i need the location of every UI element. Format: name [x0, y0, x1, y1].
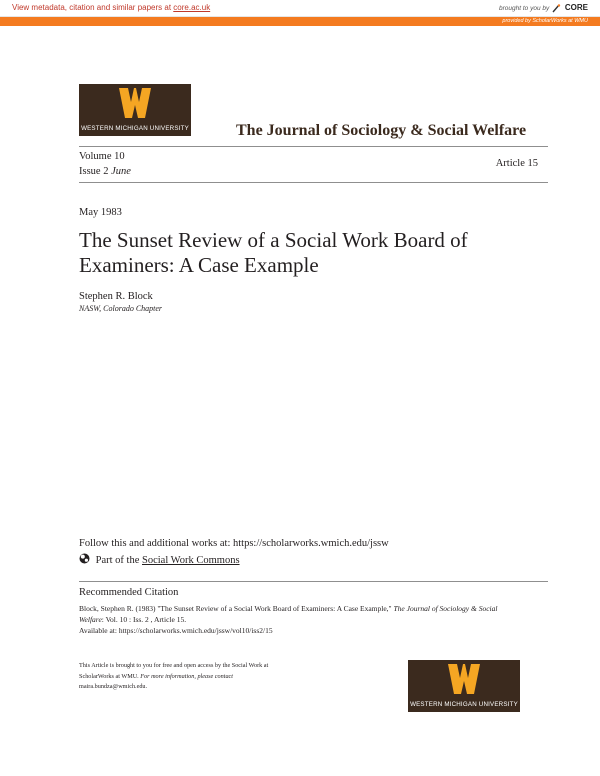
access-note — [79, 661, 319, 693]
access-note-contact: For more information, please contact — [140, 672, 234, 680]
author-name[interactable]: Stephen R. Block — [79, 291, 153, 302]
journal-title[interactable]: The Journal of Sociology & Social Welfare — [236, 122, 527, 139]
access-note-line1: This Article is brought to you for free and open access by the Social Work at — [79, 662, 269, 669]
wmu-w-icon — [448, 664, 480, 694]
issue-number: Issue 2 — [79, 166, 109, 177]
citation-text — [79, 603, 524, 636]
provided-by-bar — [0, 17, 600, 26]
access-note-line2: ScholarWorks at WMU. — [79, 672, 139, 680]
citation-heading: Recommended Citation — [79, 587, 179, 598]
paper-title[interactable]: The Sunset Review of a Social Work Board of Examiners: A Case Example — [79, 228, 468, 277]
part-of-text: Part of the — [95, 555, 140, 566]
core-brought-by[interactable] — [499, 3, 588, 13]
wmu-logo-footer[interactable] — [408, 660, 520, 712]
core-metadata-link[interactable] — [12, 3, 210, 12]
volume-link[interactable]: Volume 10 — [79, 151, 125, 162]
issue-month: June — [111, 166, 131, 177]
core-metadata-text: View metadata, citation and similar papers at — [12, 3, 172, 12]
network-commons-icon — [79, 553, 90, 564]
brought-by-text: brought to you by — [499, 5, 550, 12]
citation-url[interactable]: Available at: https://scholarworks.wmich.edu/jssw/vol10/iss2/15 — [79, 626, 273, 635]
core-icon — [551, 4, 561, 13]
citation-volume: : Vol. 10 : Iss. 2 , Article 15. — [101, 615, 187, 624]
header-divider-bottom — [79, 182, 548, 183]
contact-email-link[interactable]: maira.bundza@wmich.edu. — [79, 683, 148, 690]
wmu-logo[interactable] — [79, 84, 191, 136]
core-logo-text: CORE — [564, 3, 588, 12]
wmu-logo-text: WESTERN MICHIGAN UNIVERSITY — [81, 125, 189, 132]
wmu-w-icon — [119, 88, 151, 118]
core-banner — [0, 0, 600, 17]
header-divider — [79, 146, 548, 147]
citation-journal: The Journal of Sociology & Social Welfare — [79, 604, 498, 624]
citation-divider — [79, 581, 548, 582]
publication-date: May 1983 — [79, 207, 122, 218]
issue-link[interactable] — [79, 166, 131, 177]
author-affiliation: NASW, Colorado Chapter — [79, 304, 163, 313]
citation-body: Block, Stephen R. (1983) "The Sunset Review of a Social Work Board of Examiners: A Case Example," — [79, 604, 392, 613]
wmu-logo-text: WESTERN MICHIGAN UNIVERSITY — [410, 701, 518, 708]
article-number: Article 15 — [495, 158, 538, 169]
follow-works-link[interactable]: Follow this and additional works at: https://scholarworks.wmich.edu/jssw — [79, 538, 389, 549]
part-of-line — [79, 553, 240, 566]
provided-by-text[interactable]: provided by ScholarWorks at WMU — [502, 18, 588, 24]
social-work-commons-link[interactable]: Social Work Commons — [142, 555, 240, 566]
core-ac-uk-link[interactable]: core.ac.uk — [173, 3, 211, 12]
